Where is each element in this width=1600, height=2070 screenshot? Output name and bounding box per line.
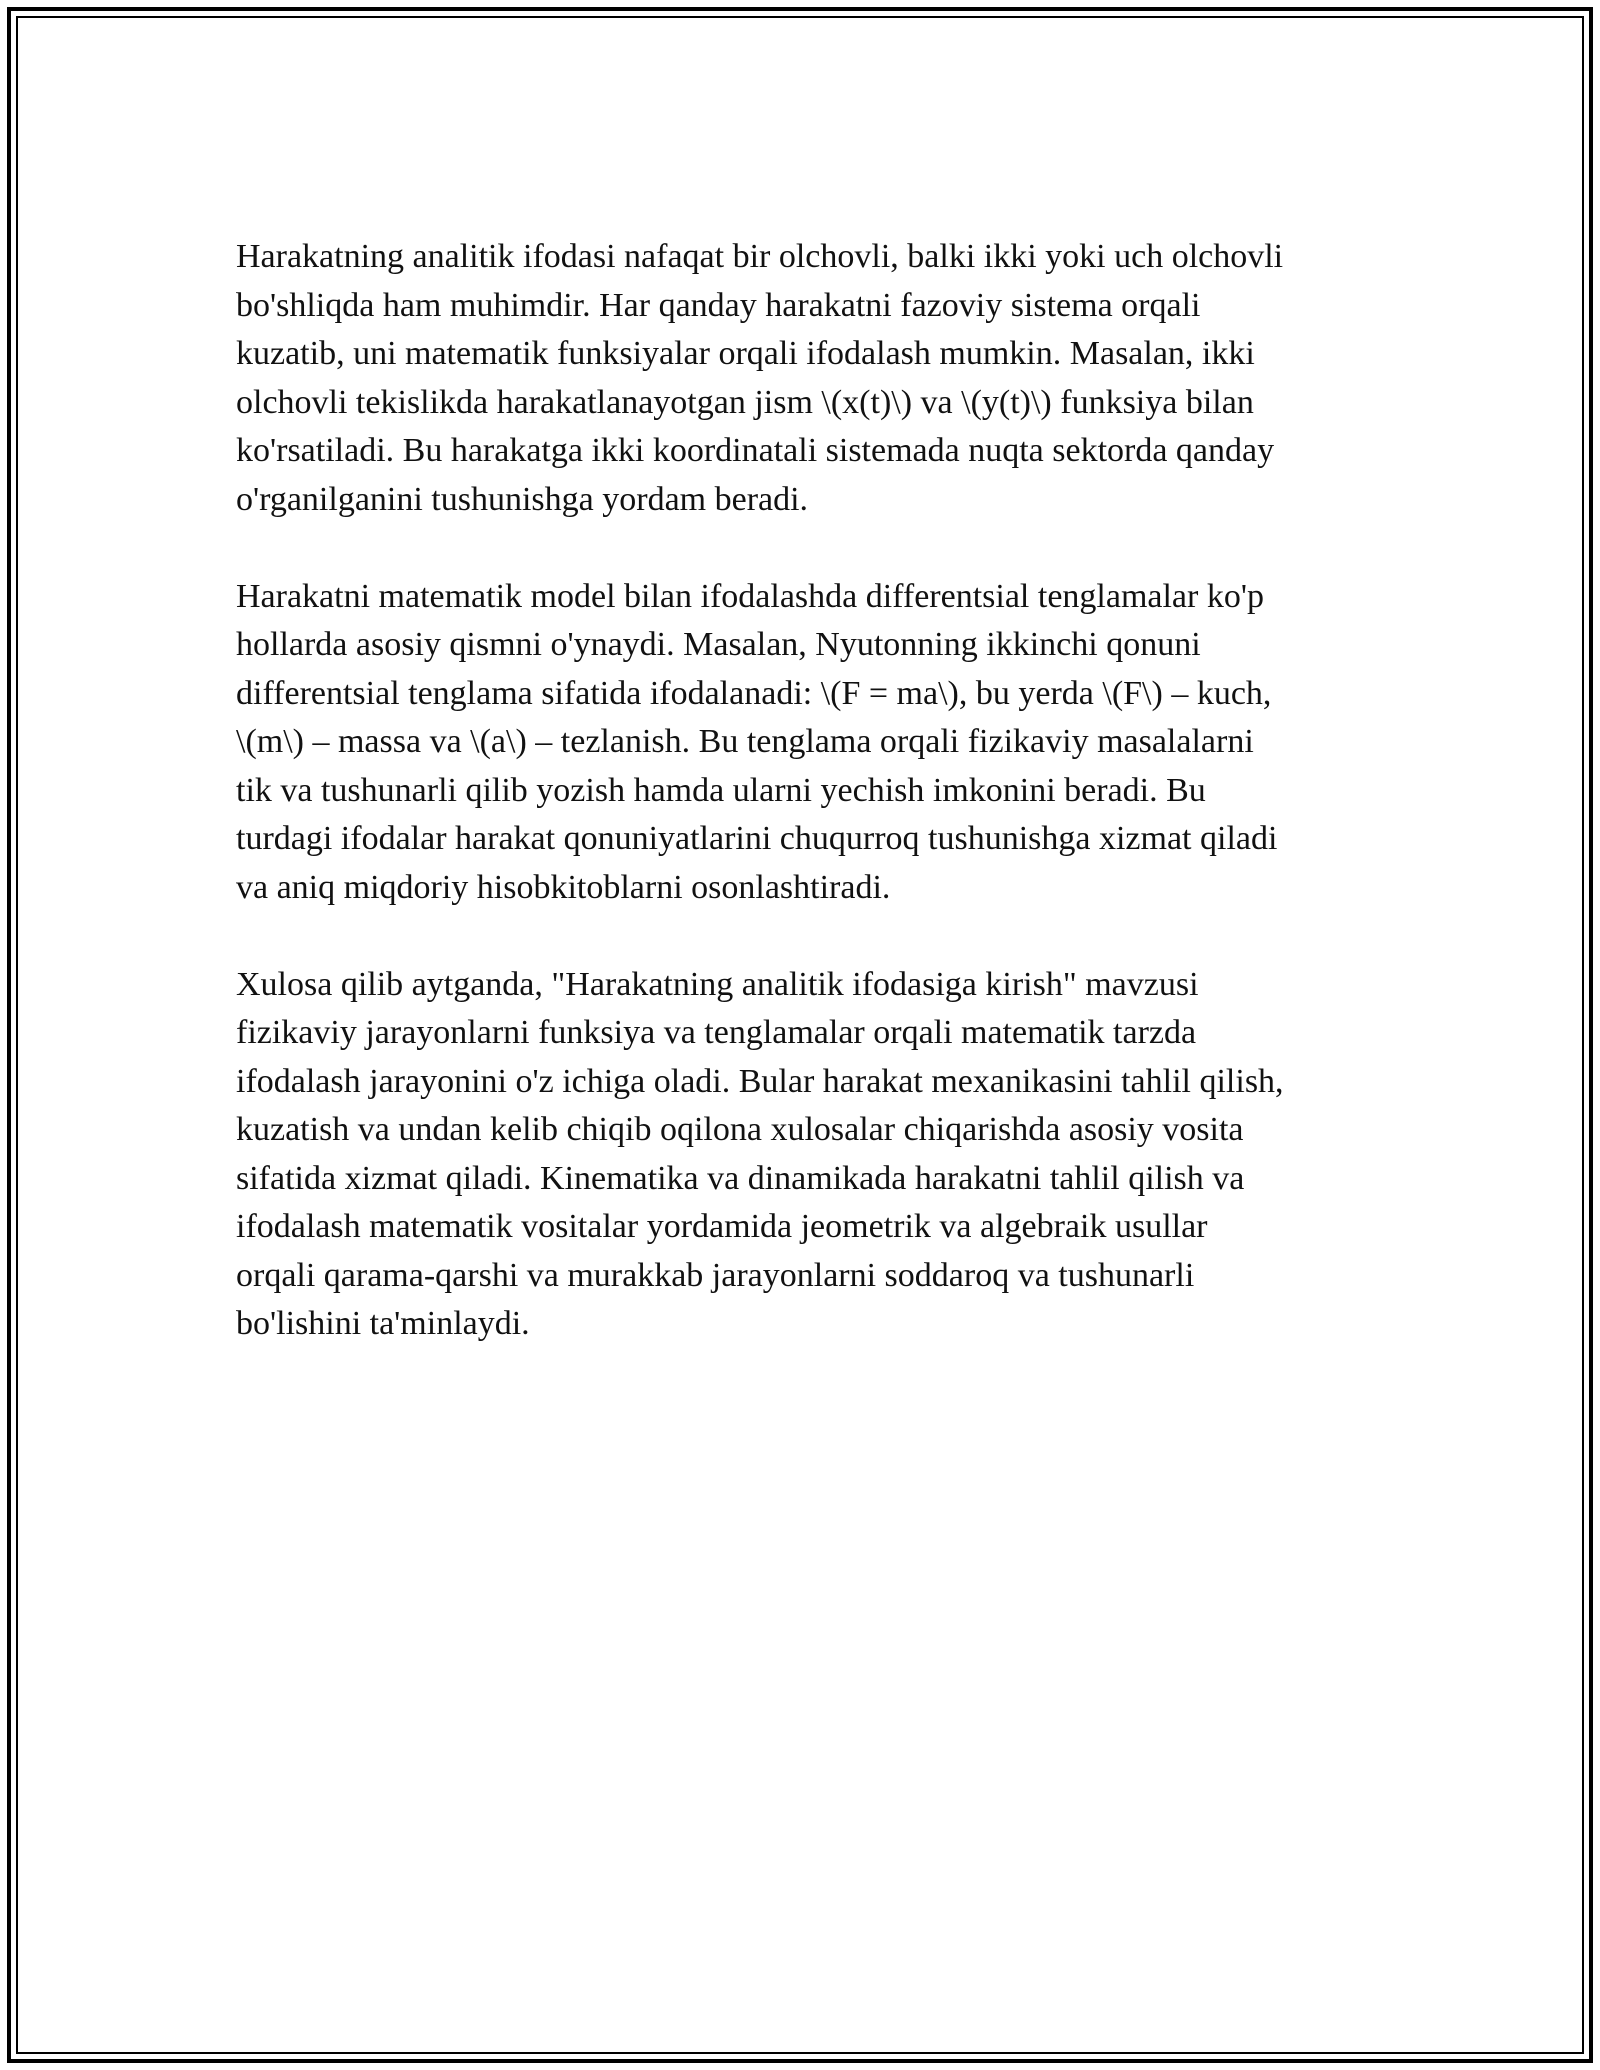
document-body [236,233,1376,1397]
paragraph-1: Harakatning analitik ifodasi nafaqat bir olchovli, balki ikki yoki uch olchovli bo'shliqda ham muhimdir. Har qanday harakatni fazoviy sistema orqali kuzatib, uni matematik funksiyalar orqali ifodalash mumkin. Masalan, ikki olchovli tekislikda harakatlanayotgan jism \(x(t)\) va \(y(t)\) funksiya bilan ko'rsatiladi. Bu harakatga ikki koordinatali sistemada nuqta sektorda qanday o'rganilganini tushunishga yordam beradi. [236,238,1284,518]
paragraph-3: Xulosa qilib aytganda, "Harakatning analitik ifodasiga kirish" mavzusi fizikaviy jarayonlarni funksiya va tenglamalar orqali matematik tarzda ifodalash jarayonini o'z ichiga oladi. Bular harakat mexanikasini tahlil qilish, kuzatish va undan kelib chiqib oqilona xulosalar chiqarishda asosiy vosita sifatida xizmat qiladi. Kinematika va dinamikada harakatni tahlil qilish va ifodalash matematik vositalar yordamida jeometrik va algebraik usullar orqali qarama-qarshi va murakkab jarayonlarni soddaroq va tushunarli bo'lishini ta'minlaydi. [236,965,1284,1342]
paragraph-2: Harakatni matematik model bilan ifodalashda differentsial tenglamalar ko'p hollarda asosiy qismni o'ynaydi. Masalan, Nyutonning ikkinchi qonuni differentsial tenglama sifatida ifodalanadi: \(F = ma\), bu yerda \(F\) – kuch, \(m\) – massa va \(a\) – tezlanish. Bu tenglama orqali fizikaviy masalalarni tik va tushunarli qilib yozish hamda ularni yechish imkonini beradi. Bu turdagi ifodalar harakat qonuniyatlarini chuqurroq tushunishga xizmat qiladi va aniq miqdoriy hisobkitoblarni osonlashtiradi. [236,577,1278,906]
